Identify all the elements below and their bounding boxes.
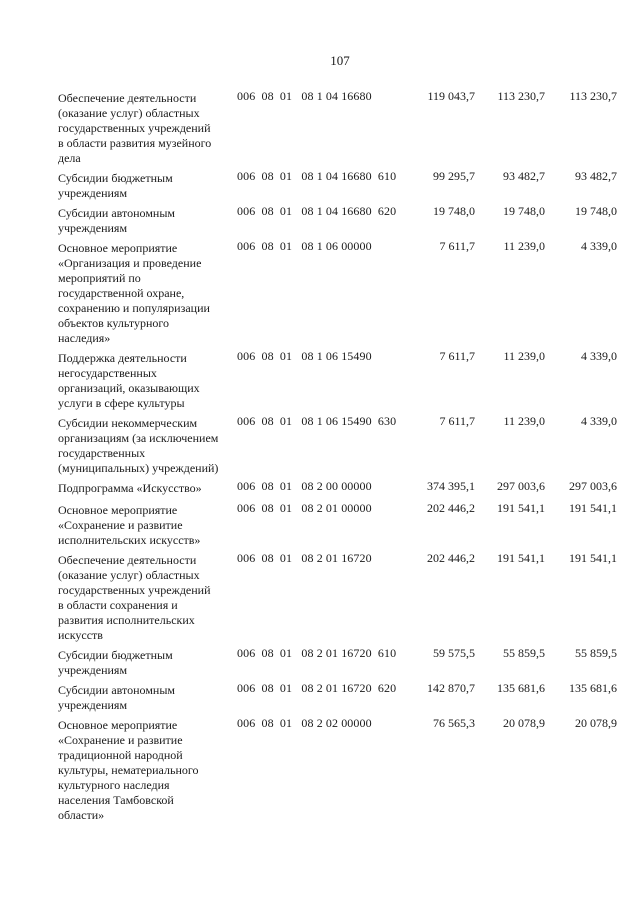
- row-name-line: культуры, нематериального: [58, 763, 199, 777]
- row-code: 006 08 01 08 2 01 00000: [237, 501, 372, 515]
- row-value-3: 20 078,9: [575, 716, 617, 730]
- row-value-2: 19 748,0: [503, 204, 545, 218]
- row-value-1: 142 870,7: [427, 681, 475, 695]
- row-value-2: 11 239,0: [503, 239, 545, 253]
- row-name-line: государственной охране,: [58, 286, 185, 300]
- row-name-line: развития исполнительских: [58, 613, 195, 627]
- row-value-3: 135 681,6: [569, 681, 617, 695]
- row-name-line: населения Тамбовской: [58, 793, 174, 807]
- row-value-3: 19 748,0: [575, 204, 617, 218]
- row-value-1: 59 575,5: [433, 646, 475, 660]
- row-name-line: дела: [58, 151, 81, 165]
- row-value-1: 7 611,7: [439, 349, 475, 363]
- row-name-line: искусств: [58, 628, 103, 642]
- row-code: 006 08 01 08 2 00 00000: [237, 479, 372, 493]
- row-value-1: 374 395,1: [427, 479, 475, 493]
- row-name-line: учреждениям: [58, 186, 128, 200]
- row-value-1: 76 565,3: [433, 716, 475, 730]
- row-name: [58, 718, 238, 823]
- row-name-line: наследия»: [58, 331, 111, 345]
- row-name: [58, 351, 238, 411]
- row-name-line: учреждениям: [58, 221, 128, 235]
- row-value-3: 297 003,6: [569, 479, 617, 493]
- row-value-1: 7 611,7: [439, 239, 475, 253]
- row-name-line: области»: [58, 808, 105, 822]
- row-value-2: 55 859,5: [503, 646, 545, 660]
- row-name-line: сохранению и популяризации: [58, 301, 210, 315]
- row-value-2: 113 230,7: [497, 89, 545, 103]
- row-value-2: 191 541,1: [497, 551, 545, 565]
- row-value-2: 93 482,7: [503, 169, 545, 183]
- row-name-line: «Организация и проведение: [58, 256, 202, 270]
- row-name-line: исполнительских искусств»: [58, 533, 201, 547]
- row-value-2: 11 239,0: [503, 349, 545, 363]
- row-value-2: 135 681,6: [497, 681, 545, 695]
- row-value-2: 11 239,0: [503, 414, 545, 428]
- row-name-line: организаций, оказывающих: [58, 381, 200, 395]
- row-name-line: учреждениям: [58, 698, 128, 712]
- row-value-1: 19 748,0: [433, 204, 475, 218]
- row-value-3: 4 339,0: [581, 239, 617, 253]
- row-name: [58, 416, 238, 476]
- row-code: 006 08 01 08 1 06 15490 630: [237, 414, 397, 428]
- row-name-line: (оказание услуг) областных: [58, 106, 200, 120]
- row-name: [58, 206, 238, 236]
- row-name-line: Обеспечение деятельности: [58, 91, 197, 105]
- row-name: [58, 241, 238, 346]
- row-name: [58, 171, 238, 201]
- row-name-line: «Сохранение и развитие: [58, 733, 183, 747]
- row-value-1: 119 043,7: [427, 89, 475, 103]
- row-value-3: 93 482,7: [575, 169, 617, 183]
- row-value-1: 202 446,2: [427, 551, 475, 565]
- row-name: [58, 648, 238, 678]
- row-value-3: 4 339,0: [581, 414, 617, 428]
- row-value-2: 297 003,6: [497, 479, 545, 493]
- row-name-line: (муниципальных) учреждений): [58, 461, 219, 475]
- row-name-line: Субсидии бюджетным: [58, 171, 173, 185]
- row-name: [58, 503, 238, 548]
- row-code: 006 08 01 08 1 04 16680: [237, 89, 372, 103]
- row-value-1: 99 295,7: [433, 169, 475, 183]
- row-code: 006 08 01 08 1 04 16680 610: [237, 169, 397, 183]
- row-name-line: мероприятий по: [58, 271, 141, 285]
- row-name-line: (оказание услуг) областных: [58, 568, 200, 582]
- row-name: [58, 553, 238, 643]
- row-name: [58, 481, 238, 496]
- row-value-3: 4 339,0: [581, 349, 617, 363]
- row-name-line: Подпрограмма «Искусство»: [58, 481, 202, 495]
- row-value-3: 191 541,1: [569, 501, 617, 515]
- row-name-line: негосударственных: [58, 366, 157, 380]
- row-name-line: объектов культурного: [58, 316, 170, 330]
- row-value-2: 20 078,9: [503, 716, 545, 730]
- row-code: 006 08 01 08 2 01 16720 610: [237, 646, 397, 660]
- row-name-line: Субсидии автономным: [58, 683, 175, 697]
- row-name-line: «Сохранение и развитие: [58, 518, 183, 532]
- row-name-line: культурного наследия: [58, 778, 170, 792]
- row-name-line: государственных учреждений: [58, 583, 211, 597]
- row-name-line: Основное мероприятие: [58, 503, 178, 517]
- row-code: 006 08 01 08 1 06 00000: [237, 239, 372, 253]
- row-name-line: учреждениям: [58, 663, 128, 677]
- row-name-line: Основное мероприятие: [58, 718, 178, 732]
- row-code: 006 08 01 08 1 06 15490: [237, 349, 372, 363]
- row-value-1: 7 611,7: [439, 414, 475, 428]
- row-name-line: государственных: [58, 446, 146, 460]
- row-value-3: 191 541,1: [569, 551, 617, 565]
- row-value-3: 55 859,5: [575, 646, 617, 660]
- row-name-line: в области развития музейного: [58, 136, 212, 150]
- row-name-line: Основное мероприятие: [58, 241, 178, 255]
- row-name-line: в области сохранения и: [58, 598, 178, 612]
- row-name-line: Обеспечение деятельности: [58, 553, 197, 567]
- row-name-line: государственных учреждений: [58, 121, 211, 135]
- row-code: 006 08 01 08 2 01 16720 620: [237, 681, 397, 695]
- row-name-line: Субсидии автономным: [58, 206, 175, 220]
- row-value-1: 202 446,2: [427, 501, 475, 515]
- row-name-line: Поддержка деятельности: [58, 351, 187, 365]
- row-value-2: 191 541,1: [497, 501, 545, 515]
- row-code: 006 08 01 08 2 02 00000: [237, 716, 372, 730]
- row-name: [58, 91, 238, 166]
- row-name-line: Субсидии некоммерческим: [58, 416, 198, 430]
- row-name-line: традиционной народной: [58, 748, 183, 762]
- row-value-3: 113 230,7: [569, 89, 617, 103]
- page-number: 107: [330, 53, 350, 68]
- row-name-line: организациям (за исключением: [58, 431, 219, 445]
- row-code: 006 08 01 08 1 04 16680 620: [237, 204, 397, 218]
- row-name: [58, 683, 238, 713]
- row-code: 006 08 01 08 2 01 16720: [237, 551, 372, 565]
- row-name-line: Субсидии бюджетным: [58, 648, 173, 662]
- row-name-line: услуги в сфере культуры: [58, 396, 185, 410]
